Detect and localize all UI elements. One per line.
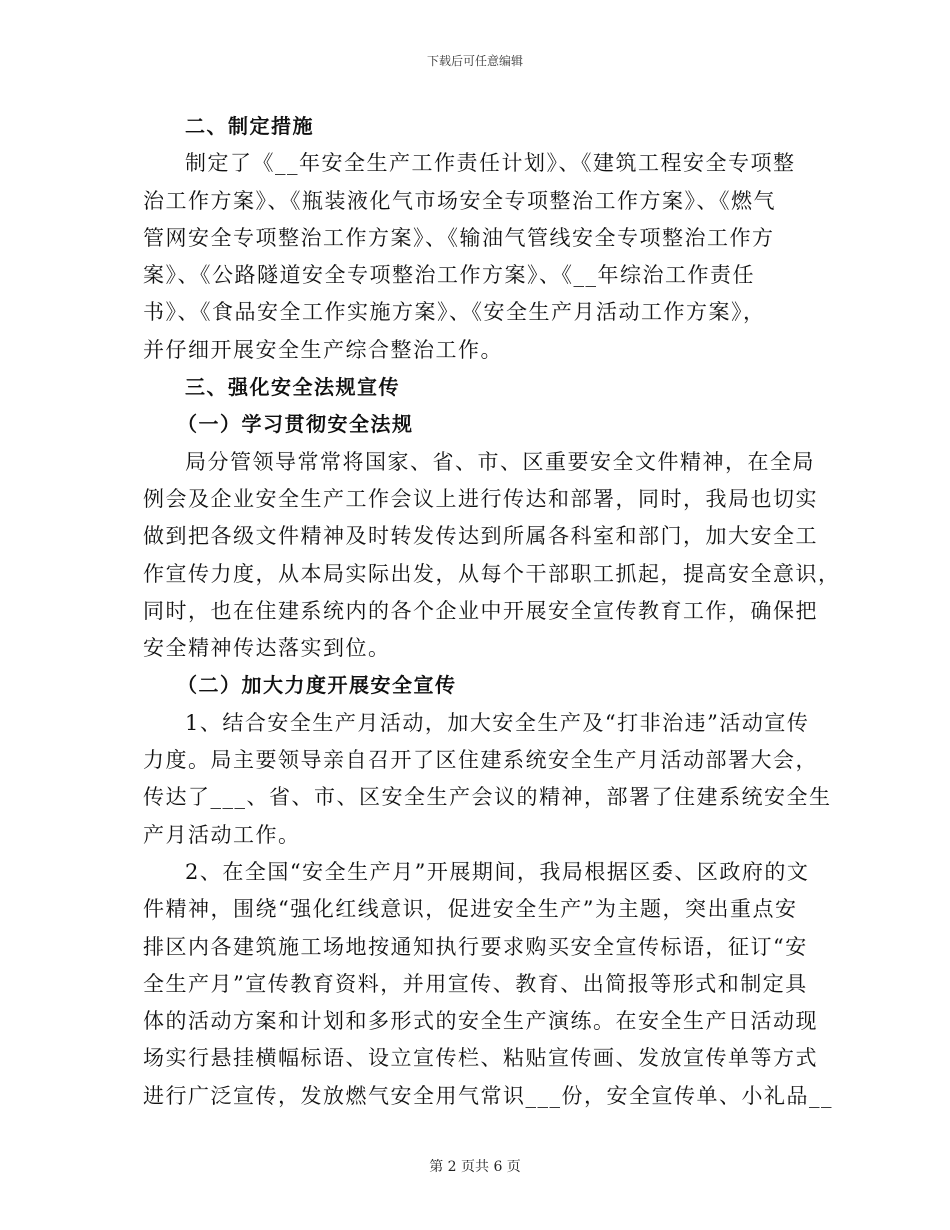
paragraph-line: 作宣传力度，从本局实际出发，从每个干部职工抓起，提高安全意识，	[143, 561, 841, 586]
paragraph-line: 体的活动方案和计划和多形式的安全生产演练。在安全生产日活动现	[143, 1009, 818, 1034]
paragraph-line: 1、结合安全生产月活动，加大安全生产及“打非治违”活动宣传	[185, 710, 810, 735]
paragraph-line: 并仔细开展安全生产综合整治工作。	[143, 337, 503, 362]
paragraph-line: 治工作方案》、《瓶装液化气市场安全专项整治工作方案》、《燃气	[143, 188, 776, 213]
paragraph-line: 同时，也在住建系统内的各个企业中开展安全宣传教育工作，确保把	[143, 598, 818, 623]
paragraph-line: 例会及企业安全生产工作会议上进行传达和部署，同时，我局也切实	[143, 486, 818, 511]
paragraph-line: 传达了___、省、市、区安全生产会议的精神，部署了住建系统安全生	[143, 785, 832, 810]
paragraph-line: 管网安全专项整治工作方案》、《输油气管线安全专项整治工作方	[143, 225, 775, 250]
paragraph-line: 局分管领导常常将国家、省、市、区重要安全文件精神，在全局	[185, 449, 815, 474]
paragraph-line: 排区内各建筑施工场地按通知执行要求购买安全宣传标语，征订“安	[143, 934, 808, 959]
paragraph-line: 力度。局主要领导亲自召开了区住建系统安全生产月活动部署大会，	[143, 748, 818, 773]
page-header: 下载后可任意编辑	[426, 54, 523, 68]
section-heading: （二）加大力度开展安全宣传	[177, 673, 457, 698]
paragraph-line: 安全精神传达落实到位。	[143, 636, 391, 661]
section-heading: 三、强化安全法规宣传	[185, 375, 400, 400]
paragraph-line: 书》、《食品安全工作实施方案》、《安全生产月活动工作方案》，	[143, 300, 766, 325]
paragraph-line: 场实行悬挂横幅标语、设立宣传栏、粘贴宣传画、发放宣传单等方式	[143, 1046, 818, 1071]
paragraph-line: 件精神，围绕“强化红线意识，促进安全生产”为主题，突出重点安	[143, 897, 798, 922]
paragraph-line: 产月活动工作。	[143, 822, 301, 847]
paragraph-line: 2、在全国“安全生产月”开展期间，我局根据区委、区政府的文	[185, 859, 810, 884]
paragraph-line: 做到把各级文件精神及时转发传达到所属各科室和部门，加大安全工	[143, 524, 818, 549]
paragraph-line: 制定了《__年安全生产工作责任计划》、《建筑工程安全专项整	[185, 151, 796, 176]
paragraph-line: 进行广泛宣传，发放燃气安全用气常识___份，安全宣传单、小礼品__	[143, 1083, 833, 1108]
document-body	[143, 108, 841, 1115]
paragraph-line: 全生产月”宣传教育资料，并用宣传、教育、出简报等形式和制定具	[143, 971, 808, 996]
section-heading: 二、制定措施	[185, 114, 314, 138]
paragraph-line: 案》、《公路隧道安全专项整治工作方案》、《__年综治工作责任	[143, 263, 755, 288]
page-number-footer: 第 2 页共 6 页	[429, 1159, 521, 1175]
section-heading: （一）学习贯彻安全法规	[177, 412, 414, 437]
